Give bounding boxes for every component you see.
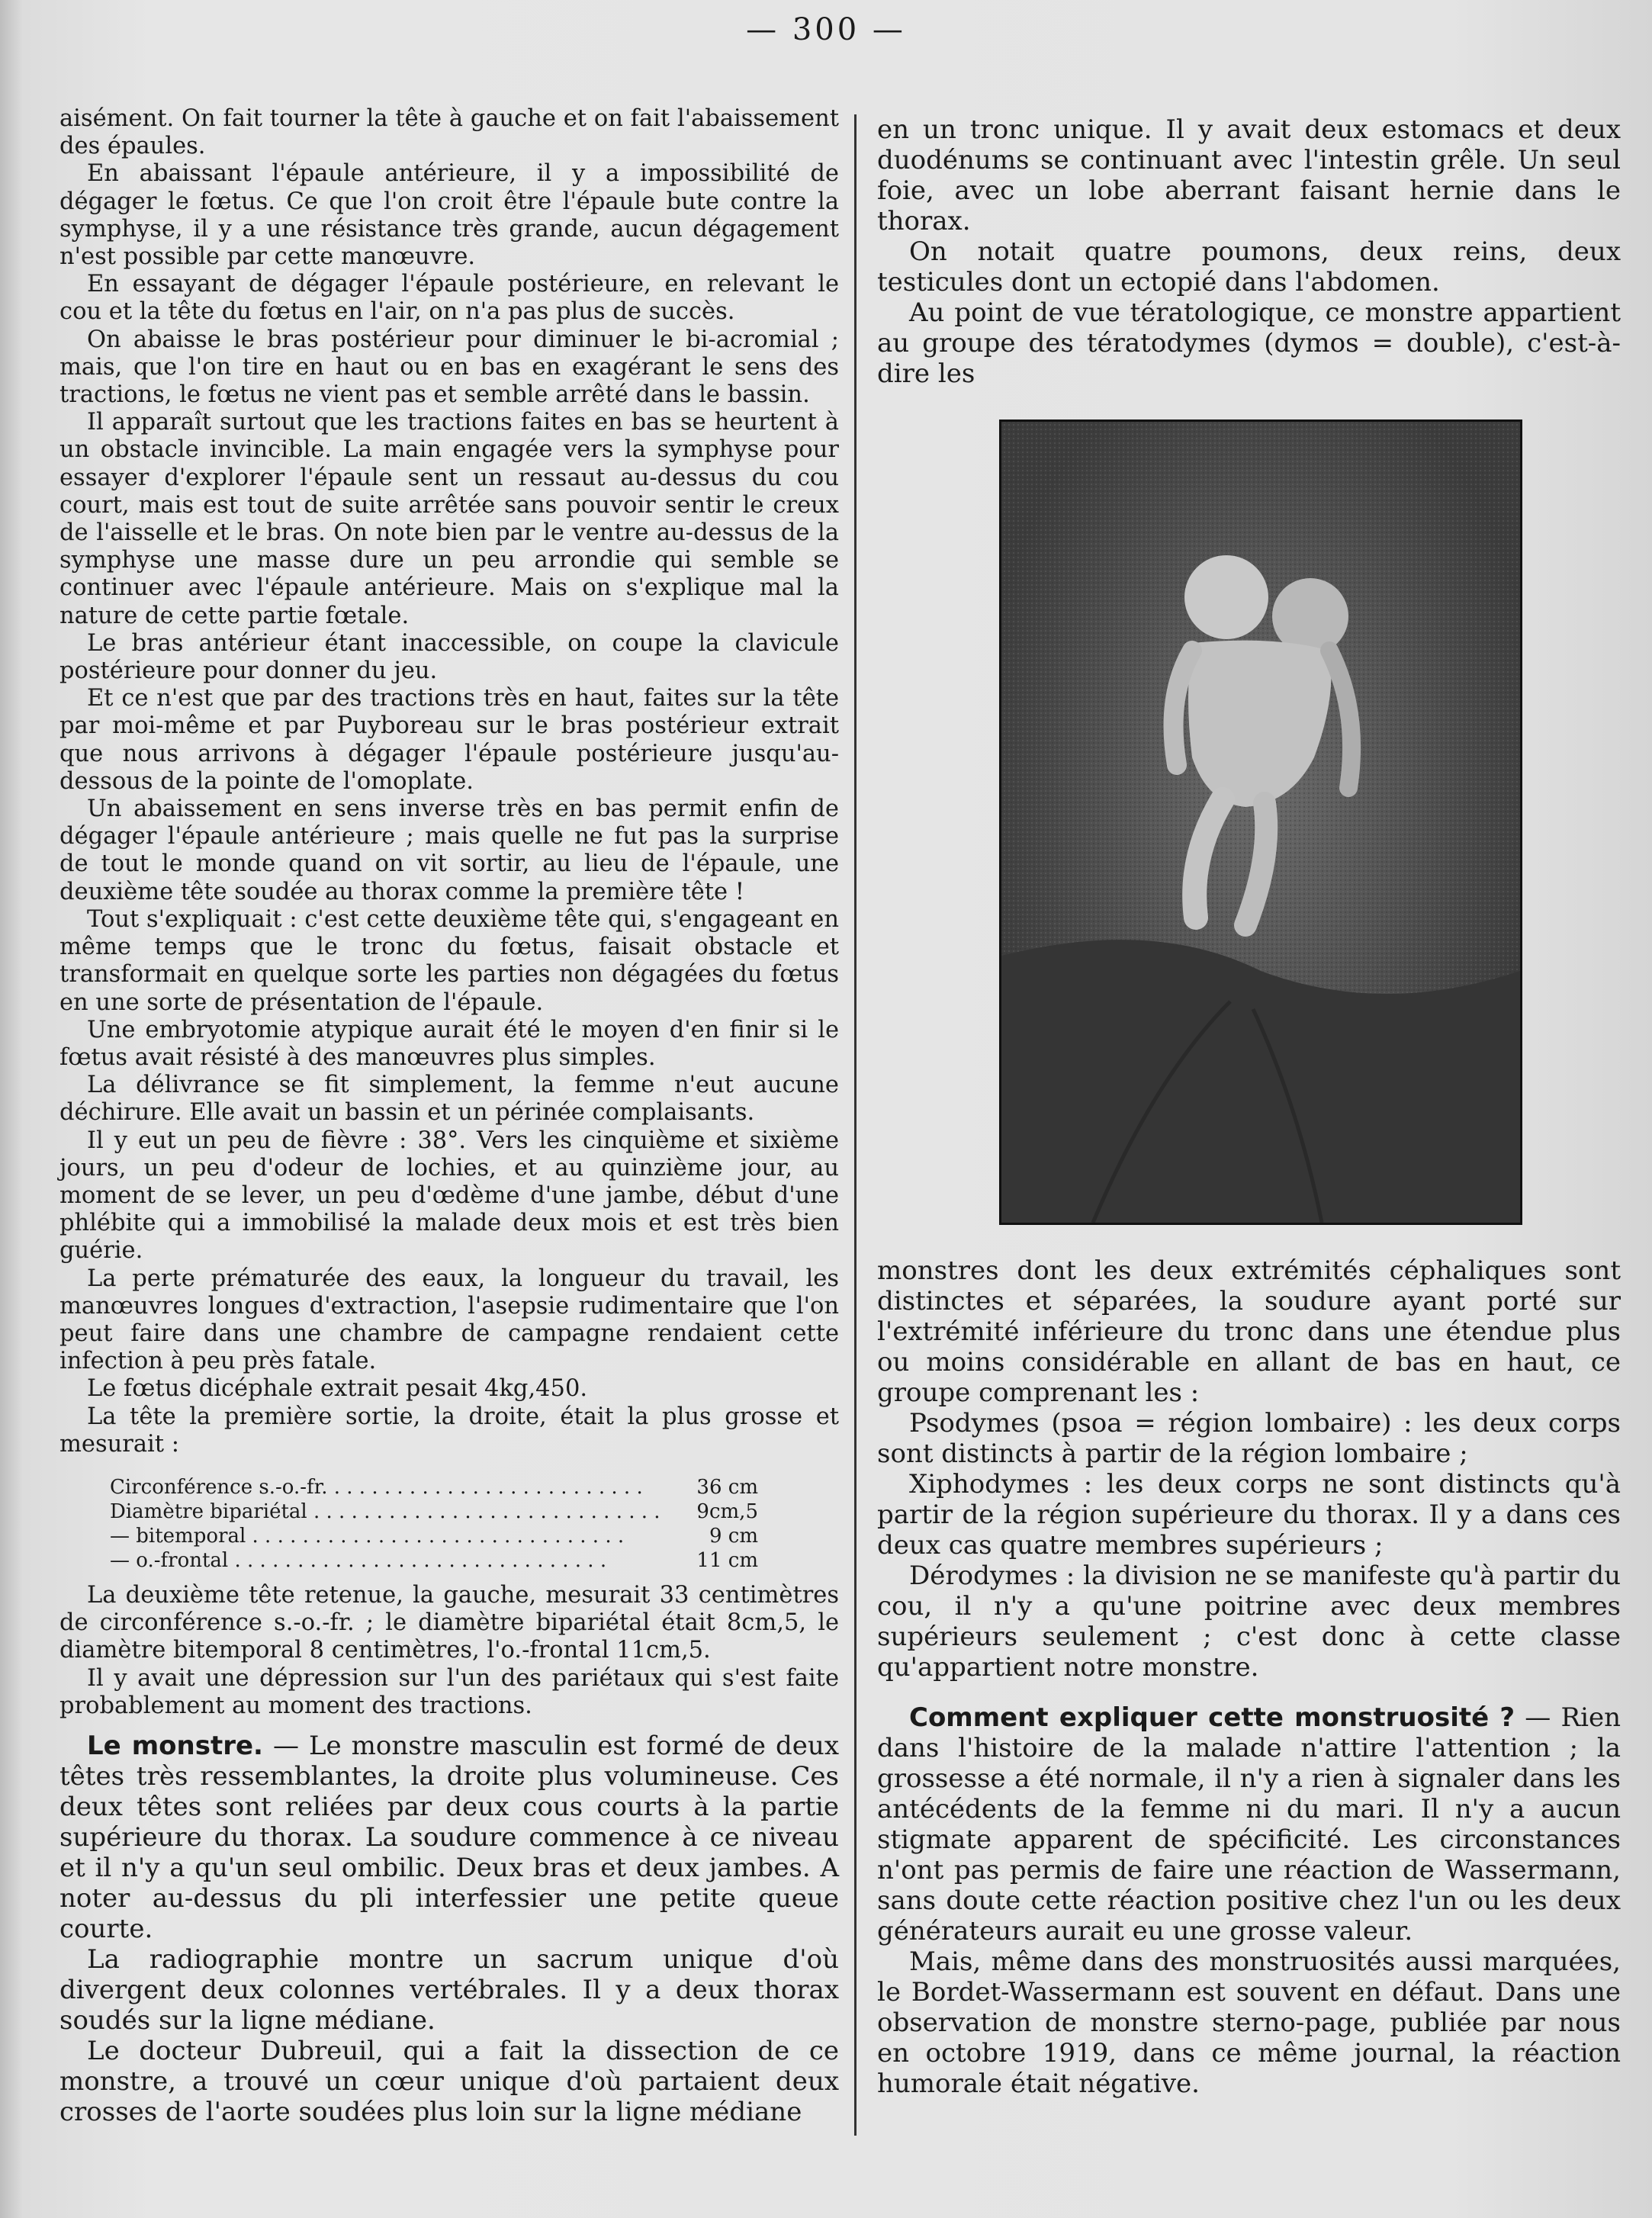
paragraph: Une embryotomie atypique aurait été le moyen d'en finir si le fœtus avait résisté à des manœuvres plus simples.	[59, 1016, 839, 1071]
paragraph: La perte prématurée des eaux, la longueur du travail, les manœuvres longues d'extraction, l'asepsie rudimentaire que l'on peut faire dans une chambre de campagne rendaient cette infection à peu près fatale.	[59, 1265, 839, 1375]
photograph-image	[1001, 422, 1520, 1223]
paragraph: La radiographie montre un sacrum unique d'où divergent deux colonnes vertébrales. Il y a deux thorax soudés sur la ligne médiane.	[59, 1943, 839, 2036]
paragraph: Un abaissement en sens inverse très en bas permit enfin de dégager l'épaule antérieure ; mais quelle ne fut pas la surprise de tout le monde quand on vit sortir, au lieu de l'épaule, une deuxième tête soudée au thorax comme la première tête !	[59, 796, 839, 905]
section-text: — Rien dans l'histoire de la malade n'attire l'attention ; la grossesse a été normale, il n'y a rien à signaler dans les antécédents de la femme ni du mari. Il n'y a aucun stigmate apparent de spécificité. Les circonstances n'ont pas permis de faire une réaction de Wassermann, sans doute cette réaction positive chez l'un ou les deux générateurs aurait eu une grosse valeur.	[877, 1702, 1621, 1946]
section-paragraph	[59, 1731, 839, 1944]
measurement-value: 9 cm	[709, 1524, 758, 1548]
measurement-label: Diamètre bipariétal . . . . . . . . . . . . . . . . . . . . . . . . . . . .	[110, 1500, 660, 1523]
column-divider	[854, 114, 857, 2136]
paragraph: Le docteur Dubreuil, qui a fait la dissection de ce monstre, a trouvé un cœur unique d'où partaient deux crosses de l'aorte soudées plus loin sur la ligne médiane	[59, 2035, 839, 2127]
paragraph: Et ce n'est que par des tractions très en haut, faites sur la tête par moi-même et par Puyboreau sur le bras postérieur extrait que nous arrivons à dégager l'épaule postérieure jusqu'au-dessous de la pointe de l'omoplate.	[59, 685, 839, 795]
paragraph: en un tronc unique. Il y avait deux estomacs et deux duodénums se continuant avec l'intestin grêle. Un seul foie, avec un lobe aberrant faisant hernie dans le thorax.	[877, 114, 1621, 236]
measurement-row	[110, 1548, 766, 1573]
paragraph: Psodymes (psoa = région lombaire) : les deux corps sont distincts à partir de la région lombaire ;	[877, 1408, 1621, 1469]
paragraph: En abaissant l'épaule antérieure, il y a impossibilité de dégager le fœtus. Ce que l'on croit être l'épaule bute contre la symphyse, il y a une résistance très grande, aucun dégagement n'est possible par cette manœuvre.	[59, 160, 839, 271]
paragraph: monstres dont les deux extrémités céphaliques sont distinctes et séparées, la soudure ayant porté sur l'extrémité inférieure du tronc dans une étendue plus ou moins considérable en allant de bas en haut, ce groupe comprenant les :	[877, 1255, 1621, 1408]
paragraph: En essayant de dégager l'épaule postérieure, en relevant le cou et la tête du fœtus en l'air, on n'a pas plus de succès.	[59, 271, 839, 326]
measurement-label: — bitemporal . . . . . . . . . . . . . . . . . . . . . . . . . . . . . .	[110, 1524, 625, 1548]
paragraph: Le bras antérieur étant inaccessible, on coupe la clavicule postérieure pour donner du jeu.	[59, 629, 839, 685]
measurement-label: Circonférence s.-o.-fr. . . . . . . . . . . . . . . . . . . . . . . . . .	[110, 1475, 643, 1499]
paragraph: La délivrance se fit simplement, la femme n'eut aucune déchirure. Elle avait un bassin et un périnée complaisants.	[59, 1072, 839, 1127]
measurement-row	[110, 1500, 766, 1524]
paragraph: Le fœtus dicéphale extrait pesait 4kg,450.	[87, 1375, 588, 1403]
paragraph: Il y avait une dépression sur l'un des pariétaux qui s'est faite probablement au moment des tractions.	[59, 1664, 839, 1719]
section-heading: Comment expliquer cette monstruosité ?	[909, 1702, 1515, 1733]
measurement-value: 11 cm	[696, 1548, 758, 1572]
right-column	[877, 114, 1621, 2099]
paragraph: Au point de vue tératologique, ce monstre appartient au groupe des tératodymes (dymos = double), c'est-à-dire les	[877, 297, 1621, 389]
measurement-row	[110, 1524, 766, 1548]
section-heading: Le monstre.	[87, 1730, 263, 1761]
paragraph: Tout s'expliquait : c'est cette deuxième tête qui, s'engageant en même temps que le tronc du fœtus, faisait obstacle et transformait en quelque sorte les parties non dégagées du fœtus en une sorte de présentation de l'épaule.	[59, 905, 839, 1016]
measurement-row	[110, 1475, 766, 1500]
measurements-table	[110, 1475, 766, 1573]
page-number: — 300 —	[746, 12, 906, 47]
paragraph: Xiphodymes : les deux corps ne sont distincts qu'à partir de la région supérieure du thorax. Il y a dans ces deux cas quatre membres supérieurs ;	[877, 1469, 1621, 1561]
paragraph: On notait quatre poumons, deux reins, deux testicules dont un ectopié dans l'abdomen.	[877, 236, 1621, 297]
paragraph: La tête la première sortie, la droite, était la plus grosse et mesurait :	[59, 1403, 839, 1458]
photograph-dicephalic-fetus	[999, 419, 1522, 1225]
paragraph: Il y eut un peu de fièvre : 38°. Vers les cinquième et sixième jours, un peu d'odeur de lochies, et au quinzième jour, au moment de se lever, un peu d'œdème d'une jambe, début d'une phlébite qui a immobilisé la malade deux mois et est très bien guérie.	[59, 1127, 839, 1265]
measurement-value: 36 cm	[696, 1475, 758, 1499]
measurement-value: 9cm,5	[696, 1500, 758, 1523]
paragraph: Dérodymes : la division ne se manifeste qu'à partir du cou, il n'y a qu'une poitrine avec deux membres supérieurs seulement ; c'est donc à cette classe qu'appartient notre monstre.	[877, 1561, 1621, 1683]
paragraph: aisément. On fait tourner la tête à gauche et on fait l'abaissement des épaules.	[59, 105, 839, 160]
left-column	[59, 105, 839, 2127]
paragraph: Il apparaît surtout que les tractions faites en bas se heurtent à un obstacle invincible. La main engagée vers la symphyse pour essayer d'explorer l'épaule sent un ressaut au-dessus du cou court, mais est tout de suite arrêtée sans pouvoir sentir le creux de l'aisselle et le bras. On note bien par le ventre au-dessus de la symphyse une masse dure un peu arrondie qui semble se continuer avec l'épaule antérieure. Mais on s'explique mal la nature de cette partie fœtale.	[59, 409, 839, 629]
section-paragraph	[877, 1702, 1621, 1946]
paragraph: La deuxième tête retenue, la gauche, mesurait 33 centimètres de circonférence s.-o.-fr. ; le diamètre bipariétal était 8cm,5, le diamètre bitemporal 8 centimètres, l'o.-frontal 11cm,5.	[59, 1581, 839, 1664]
section-text: — Le monstre masculin est formé de deux têtes très ressemblantes, la droite plus volumineuse. Ces deux têtes sont reliées par deux cous courts à la partie supérieure du thorax. La soudure commence à ce niveau et il n'y a qu'un seul ombilic. Deux bras et deux jambes. A noter au-dessus du pli interfessier une petite queue courte.	[59, 1730, 839, 1944]
paragraph: Mais, même dans des monstruosités aussi marquées, le Bordet-Wassermann est souvent en défaut. Dans une observation de monstre sterno-page, publiée par nous en octobre 1919, dans ce même journal, la réaction humorale était négative.	[877, 1946, 1621, 2099]
measurement-label: — o.-frontal . . . . . . . . . . . . . . . . . . . . . . . . . . . . . .	[110, 1548, 607, 1572]
paragraph: On abaisse le bras postérieur pour diminuer le bi-acromial ; mais, que l'on tire en haut ou en bas en exagérant le sens des tractions, le fœtus ne vient pas et semble arrêté dans le bassin.	[59, 326, 839, 409]
